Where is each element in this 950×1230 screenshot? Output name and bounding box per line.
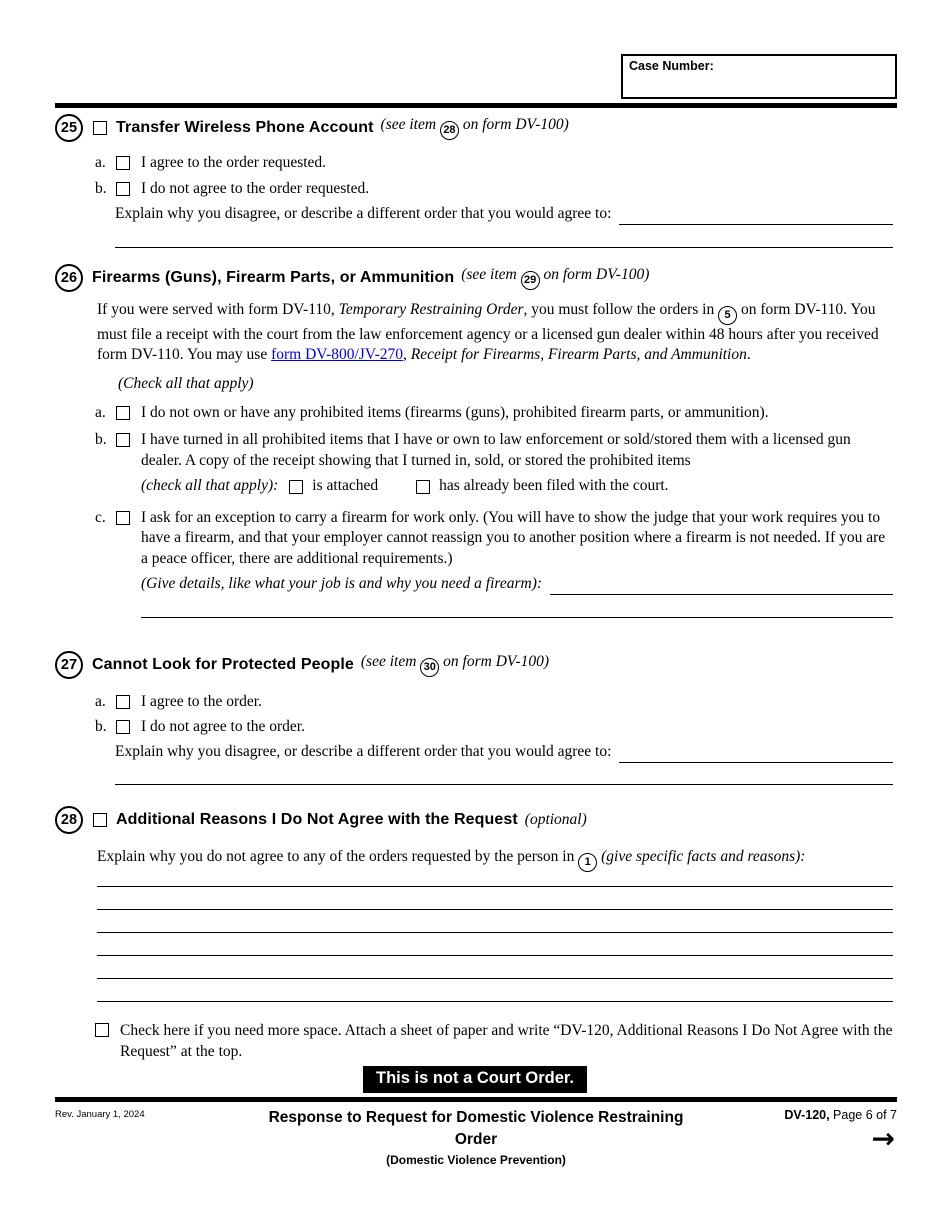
s26-see-item: [461, 266, 649, 290]
s26-item-b: [55, 430, 893, 497]
s27-item-b: [55, 717, 893, 738]
s26-c-body: [141, 508, 893, 618]
s25-b-label: b.: [95, 179, 107, 197]
s26-b-filed-label: has already been filed with the court.: [439, 477, 669, 495]
page-number: Page 6 of 7: [829, 1108, 897, 1122]
s28-write-line-4[interactable]: [97, 933, 893, 956]
s26-a-checkbox[interactable]: [116, 406, 130, 420]
s26-b-label: b.: [95, 431, 107, 449]
s28-write-line-3[interactable]: [97, 910, 893, 933]
footer-right: [722, 1107, 897, 1167]
s26-see-item-pre: (see item: [461, 266, 521, 284]
s26-check-all-note: (Check all that apply): [118, 374, 254, 392]
s25-explain-row: [115, 204, 893, 225]
more-space-checkbox[interactable]: [95, 1023, 109, 1037]
s26-details-row: [141, 574, 893, 595]
s26-header: [55, 264, 893, 292]
s26-details-write-line-2[interactable]: [141, 595, 893, 618]
section-27-cannot-look: [55, 651, 893, 785]
bottom-divider: [55, 1097, 897, 1102]
form-subtitle: (Domestic Violence Prevention): [386, 1153, 566, 1167]
s26-b-check-all-note: (check all that apply):: [141, 477, 279, 495]
s27-explain-write-line-1[interactable]: [619, 742, 893, 763]
form-number: DV-120,: [784, 1108, 830, 1122]
case-number-value[interactable]: [623, 73, 895, 97]
not-court-order-banner: This is not a Court Order.: [363, 1066, 587, 1093]
s27-b-text: I do not agree to the order.: [141, 717, 305, 735]
s27-a-checkbox[interactable]: [116, 695, 130, 709]
s27-see-item-post: on form DV-100): [439, 653, 550, 671]
s26-title: Firearms (Guns), Firearm Parts, or Ammunition: [92, 269, 455, 286]
s27-b-checkbox[interactable]: [116, 720, 130, 734]
s25-item-a: [55, 153, 893, 174]
s27-item-a: [55, 692, 893, 713]
s26-item-c: [55, 508, 893, 618]
circled-number-28: 28: [55, 806, 83, 834]
s27-explain-text: Explain why you disagree, or describe a different order that you would agree to:: [115, 743, 612, 760]
s26-see-item-post: on form DV-100): [539, 266, 650, 284]
s25-explain-write-line-2[interactable]: [115, 225, 893, 248]
s28-optional-note: (optional): [524, 811, 587, 828]
s26-p1: If you were served with form DV-110,: [97, 301, 339, 318]
case-number-label: Case Number:: [629, 59, 714, 73]
s28-checkbox[interactable]: [93, 813, 107, 827]
section-28-additional-reasons: [55, 806, 893, 1062]
s28-explain-paragraph: [97, 847, 893, 872]
more-space-row: [95, 1020, 893, 1062]
s25-see-item-post: on form DV-100): [458, 116, 569, 134]
s26-p4: ,: [403, 346, 411, 364]
circled-number-27: 27: [55, 651, 83, 679]
circled-number-25: 25: [55, 114, 83, 142]
s25-explain-text: Explain why you disagree, or describe a different order that you would agree to:: [115, 205, 612, 222]
s25-item-b: [55, 179, 893, 200]
s25-a-label: a.: [95, 154, 106, 171]
s26-item-a: [55, 403, 893, 424]
s26-b-attached-checkbox[interactable]: [289, 480, 303, 494]
s26-c-text: I ask for an exception to carry a firearm for work only. (You will have to show the judge that your work requires you to have a firearm, and that your employer cannot reassign you to another position where a firearm is not needed. If you are a peace officer, there are additional requirements.): [141, 508, 886, 567]
s25-a-checkbox[interactable]: [116, 156, 130, 170]
footer-center: [230, 1107, 722, 1167]
s26-a-text: I do not own or have any prohibited items (firearms (guns), prohibited firearm parts, or ammunition).: [141, 403, 769, 421]
s28-write-line-1[interactable]: [97, 872, 893, 887]
s27-title: Cannot Look for Protected People: [92, 656, 354, 673]
form-title: Response to Request for Domestic Violence Restraining Order: [268, 1109, 684, 1148]
s25-title: Transfer Wireless Phone Account: [116, 119, 374, 136]
s27-explain-write-line-2[interactable]: [115, 763, 893, 785]
s26-b-checkbox[interactable]: [116, 433, 130, 447]
s27-b-label: b.: [95, 717, 107, 735]
s26-p1-italic: Temporary Restraining Order: [338, 301, 524, 318]
s27-a-label: a.: [95, 693, 106, 710]
s25-header: [55, 114, 893, 142]
top-divider: [55, 103, 897, 108]
s27-explain-row: [115, 742, 893, 763]
s26-p5: .: [746, 346, 751, 364]
s26-intro-paragraph: [97, 300, 893, 366]
s28-write-line-2[interactable]: [97, 887, 893, 910]
case-number-box: [621, 54, 897, 99]
s25-b-checkbox[interactable]: [116, 182, 130, 196]
section-26-firearms: [55, 264, 893, 618]
page-footer: [55, 1107, 897, 1167]
s28-header: [55, 806, 893, 834]
s27-a-text: I agree to the order.: [141, 693, 262, 710]
s25-explain-write-line-1[interactable]: [619, 204, 893, 225]
s28-title: Additional Reasons I Do Not Agree with the Request: [116, 811, 518, 828]
see-item-circle-28: 28: [440, 121, 459, 140]
s28-explain-post: (give specific facts and reasons):: [597, 848, 806, 865]
s26-p3: on form DV-110. You must file a receipt with the court from the law enforcement agency or a licensed gun dealer within 48 hours after you received form DV-110. You may use: [97, 301, 879, 364]
section-25-transfer-wireless: [55, 114, 893, 248]
form-dv800-jv270-link[interactable]: form DV-800/JV-270: [271, 346, 404, 364]
s26-b-options-row: [141, 476, 893, 497]
s26-a-label: a.: [95, 403, 106, 421]
s26-p2: , you must follow the orders in: [523, 301, 719, 318]
s25-see-item: [381, 116, 569, 140]
s27-see-item-pre: (see item: [360, 653, 421, 671]
see-item-circle-29: 29: [521, 271, 540, 290]
s25-a-text: I agree to the order requested.: [141, 154, 327, 171]
s25-see-item-pre: (see item: [380, 116, 440, 134]
more-space-text: Check here if you need more space. Attach a sheet of paper and write “DV-120, Additional Reasons I Do Not Agree with the Request” at the top.: [120, 1021, 893, 1060]
s26-details-text: (Give details, like what your job is and why you need a firearm):: [141, 575, 543, 593]
continue-arrow-icon: →: [871, 1122, 895, 1155]
s27-header: [55, 651, 893, 679]
s25-checkbox[interactable]: [93, 121, 107, 135]
circled-5: 5: [718, 306, 737, 325]
revision-date: Rev. January 1, 2024: [55, 1109, 145, 1120]
s26-c-label: c.: [95, 508, 106, 526]
s28-explain-pre: Explain why you do not agree to any of the orders requested by the person in: [97, 848, 579, 865]
s28-write-line-6[interactable]: [97, 979, 893, 1002]
s26-b-attached-label: is attached: [312, 477, 379, 495]
s26-b-body: [141, 430, 893, 497]
not-court-order-banner-wrap: [0, 1066, 950, 1093]
s26-p4-italic: Receipt for Firearms, Firearm Parts, and Ammunition: [410, 346, 747, 364]
form-number-page: [722, 1108, 897, 1122]
circled-number-26: 26: [55, 264, 83, 292]
s26-b-filed-checkbox[interactable]: [416, 480, 430, 494]
circled-1: 1: [578, 853, 597, 872]
s27-see-item: [361, 653, 549, 677]
s26-b-text: I have turned in all prohibited items that I have or own to law enforcement or sold/stored them with a licensed gun dealer. A copy of the receipt showing that I turned in, sold, or stored the prohibited items: [141, 431, 851, 469]
see-item-circle-30: 30: [420, 658, 439, 677]
s25-b-text: I do not agree to the order requested.: [141, 179, 370, 197]
s26-details-write-line-1[interactable]: [550, 574, 893, 595]
s28-write-line-5[interactable]: [97, 956, 893, 979]
s26-c-checkbox[interactable]: [116, 511, 130, 525]
